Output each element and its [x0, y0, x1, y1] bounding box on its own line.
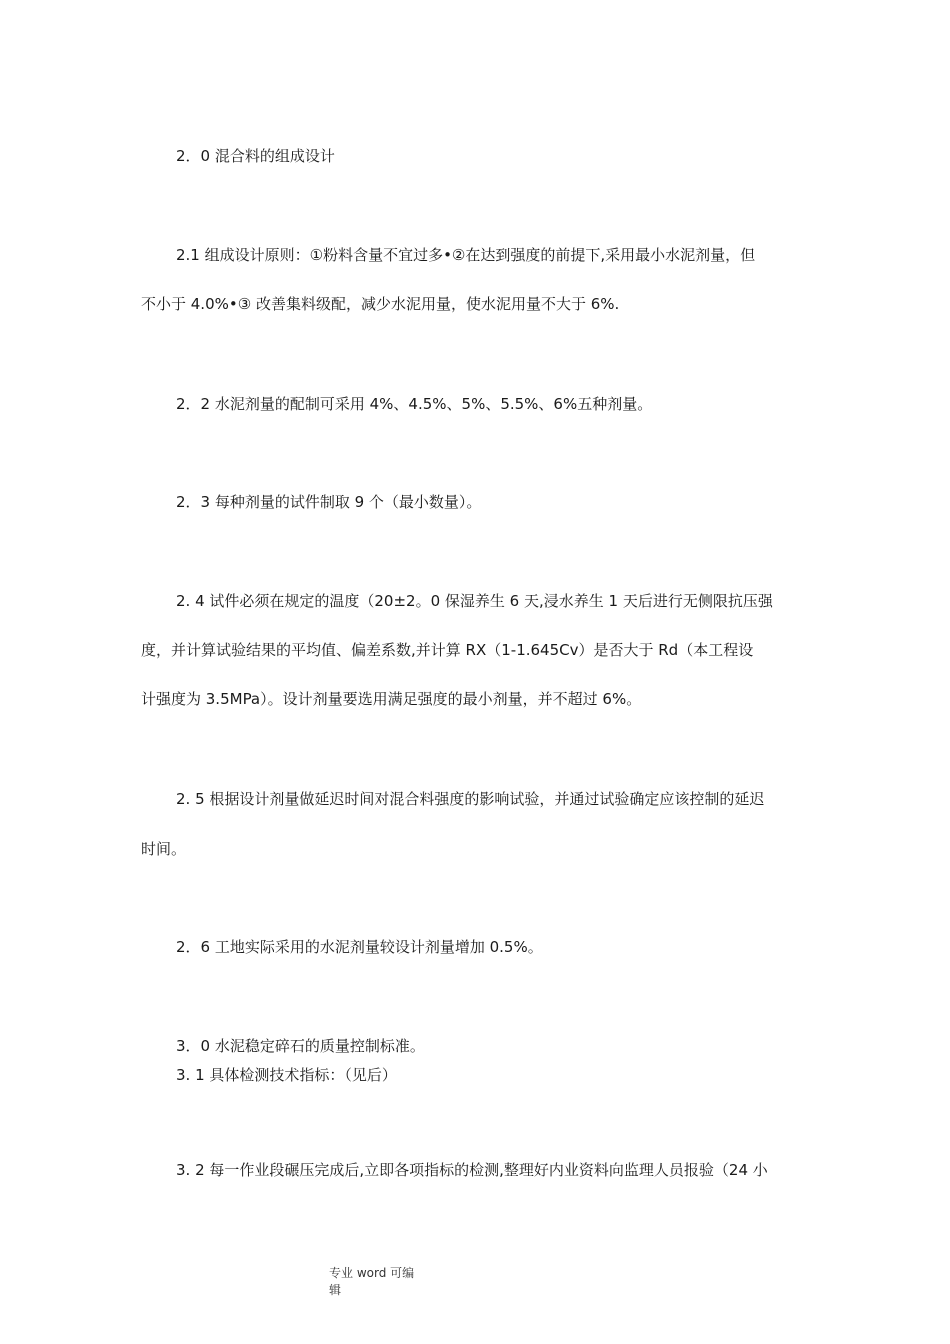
paragraph-2-5-line-2: 时间。: [141, 840, 187, 858]
paragraph-2-4-line-3: 计强度为 3.5MPa）。设计剂量要选用满足强度的最小剂量，并不超过 6%。: [141, 690, 642, 708]
paragraph-2-6: 2．6 工地实际采用的水泥剂量较设计剂量增加 0.5%。: [176, 938, 543, 956]
footer-line-1: 专业 word 可编: [329, 1266, 415, 1280]
paragraph-2-4-line-2: 度，并计算试验结果的平均值、偏差系数,并计算 RX（1-1.645Cv）是否大于 Rd（本工程设: [141, 641, 754, 659]
paragraph-3-2: 3. 2 每一作业段碾压完成后,立即各项指标的检测,整理好内业资料向监理人员报验（24 小: [176, 1161, 768, 1179]
paragraph-2-2: 2．2 水泥剂量的配制可采用 4%、4.5%、5%、5.5%、6%五种剂量。: [176, 395, 653, 413]
paragraph-2-4-line-1: 2. 4 试件必须在规定的温度（20±2。0 保湿养生 6 天,浸水养生 1 天后进行无侧限抗压强: [176, 592, 773, 610]
heading-3-0: 3．0 水泥稳定碎石的质量控制标准。: [176, 1037, 425, 1055]
paragraph-3-1: 3. 1 具体检测技术指标：（见后）: [176, 1066, 397, 1084]
heading-2-0: 2．0 混合料的组成设计: [176, 147, 335, 165]
paragraph-2-1-line-2: 不小于 4.0%•③ 改善集料级配，减少水泥用量，使水泥用量不大于 6%.: [141, 295, 620, 313]
paragraph-2-5-line-1: 2. 5 根据设计剂量做延迟时间对混合料强度的影响试验，并通过试验确定应该控制的延迟: [176, 790, 765, 808]
paragraph-2-1-line-1: 2.1 组成设计原则：①粉料含量不宜过多•②在达到强度的前提下,采用最小水泥剂量，但: [176, 246, 756, 264]
paragraph-2-3: 2．3 每种剂量的试件制取 9 个（最小数量）。: [176, 493, 482, 511]
footer-line-2: 辑: [329, 1283, 342, 1297]
